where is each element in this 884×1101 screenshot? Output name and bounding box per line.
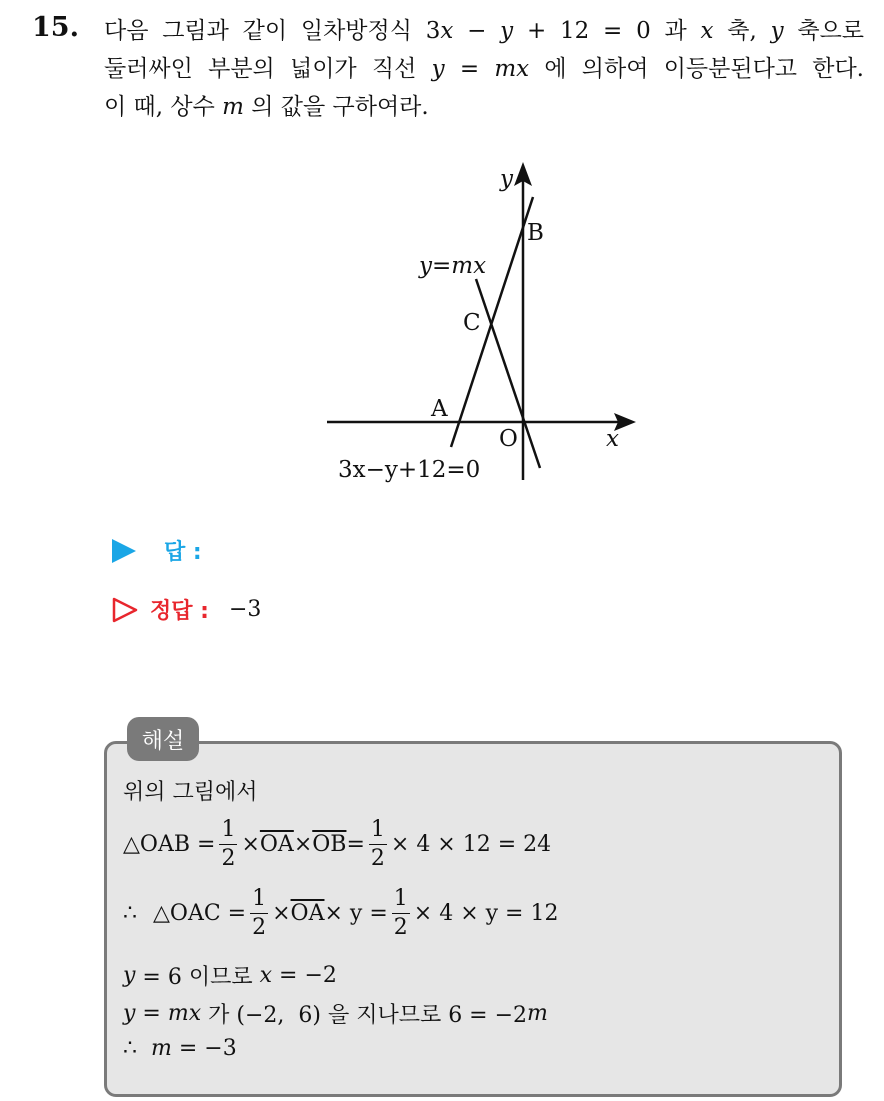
therefore-symbol: ∴ <box>123 1036 137 1061</box>
text-segment: 다음 그림과 같이 일차방정식 3 <box>104 18 441 44</box>
solution-text: = <box>135 1001 168 1026</box>
label-line-mx: y=mx <box>419 253 487 279</box>
solution-text: = −2 <box>272 963 337 988</box>
solution-tag: 해설 <box>127 717 199 761</box>
solution-text: 위의 그림에서 <box>123 780 258 805</box>
segment-ob: $\overline{OB}$ <box>312 832 347 857</box>
fraction-denominator: 2 <box>221 846 236 871</box>
solution-line-5 <box>123 998 548 1029</box>
var-mx: mx <box>494 56 530 82</box>
text-segment: − <box>453 18 501 44</box>
segment-oa: $\overline{OA}$ <box>290 901 325 926</box>
solution-line-1 <box>123 775 258 806</box>
solution-line-4 <box>123 960 337 991</box>
var-m: m <box>151 1036 172 1061</box>
label-point-C: C <box>463 310 481 336</box>
fraction-half <box>250 888 268 939</box>
fraction-half <box>219 819 237 870</box>
segment-oa: $\overline{OA}$ <box>259 832 294 857</box>
solution-line-6 <box>123 1036 237 1061</box>
operator: × <box>293 832 313 857</box>
operator: × <box>241 832 260 857</box>
text-segment: 이 때, 상수 <box>104 94 223 120</box>
answer-blank-row <box>112 535 202 566</box>
answer-correct-row <box>112 594 261 625</box>
text-segment: 축, <box>713 18 771 44</box>
var-y: y <box>431 56 445 82</box>
var-m: m <box>527 1001 548 1026</box>
answer-correct-label: 정답 : <box>150 599 209 624</box>
fraction-numerator: 1 <box>393 886 408 911</box>
text-segment: 축으로 <box>783 18 865 44</box>
label-y-axis: y <box>500 166 513 192</box>
var-y: y <box>500 18 514 44</box>
solution-text: = −3 <box>171 1036 237 1061</box>
var-m: m <box>222 94 244 120</box>
solution-text: 가 (−2, 6) 을 지나므로 6 = −2 <box>201 1003 528 1028</box>
triangle-oac-label: △OAC = <box>153 901 247 926</box>
fraction-numerator: 1 <box>370 817 385 842</box>
text-segment: 의 값을 구하여라. <box>243 94 429 120</box>
var-x: x <box>700 18 714 44</box>
answer-correct-value: −3 <box>228 597 262 622</box>
var-mx: mx <box>167 1001 202 1026</box>
answer-blank-label: 답 : <box>164 540 202 565</box>
text-segment: 에 의하여 이등분된다고 한다. <box>529 56 864 82</box>
solution-text: = 6 이므로 <box>135 965 260 990</box>
label-point-A: A <box>431 396 448 422</box>
label-point-O: O <box>499 426 518 452</box>
fraction-half <box>369 819 387 870</box>
text-segment: 둘러싸인 부분의 넓이가 직선 <box>104 56 432 82</box>
expression-rest: × 4 × y = 12 <box>413 901 559 926</box>
text-segment: = <box>444 56 495 82</box>
triangle-oab-label: △OAB = <box>123 832 216 857</box>
fraction-half <box>392 888 410 939</box>
text-segment: + 12 = 0 과 <box>513 18 701 44</box>
label-x-axis: x <box>606 426 619 452</box>
solution-line-2 <box>123 819 551 870</box>
coordinate-figure <box>0 0 884 520</box>
operator: × <box>272 901 291 926</box>
fraction-numerator: 1 <box>252 886 267 911</box>
label-line-equation: 3x−y+12=0 <box>338 457 481 483</box>
var-y: y <box>770 18 784 44</box>
spacer <box>137 1036 151 1061</box>
play-icon <box>112 539 136 563</box>
question-number: 15. <box>32 12 79 43</box>
therefore-symbol: ∴ <box>123 901 137 926</box>
fraction-denominator: 2 <box>393 915 408 940</box>
outline-play-icon <box>112 597 138 623</box>
expression-rest: × 4 × 12 = 24 <box>390 832 552 857</box>
operator: = <box>346 832 365 857</box>
var-x: x <box>440 18 454 44</box>
expression-part: × y = <box>324 901 388 926</box>
fraction-denominator: 2 <box>252 915 267 940</box>
var-y: y <box>123 963 136 988</box>
fraction-numerator: 1 <box>221 817 236 842</box>
label-point-B: B <box>527 220 544 246</box>
solution-line-3 <box>123 888 558 939</box>
var-y: y <box>123 1001 136 1026</box>
fraction-denominator: 2 <box>370 846 385 871</box>
var-x: x <box>259 963 273 988</box>
